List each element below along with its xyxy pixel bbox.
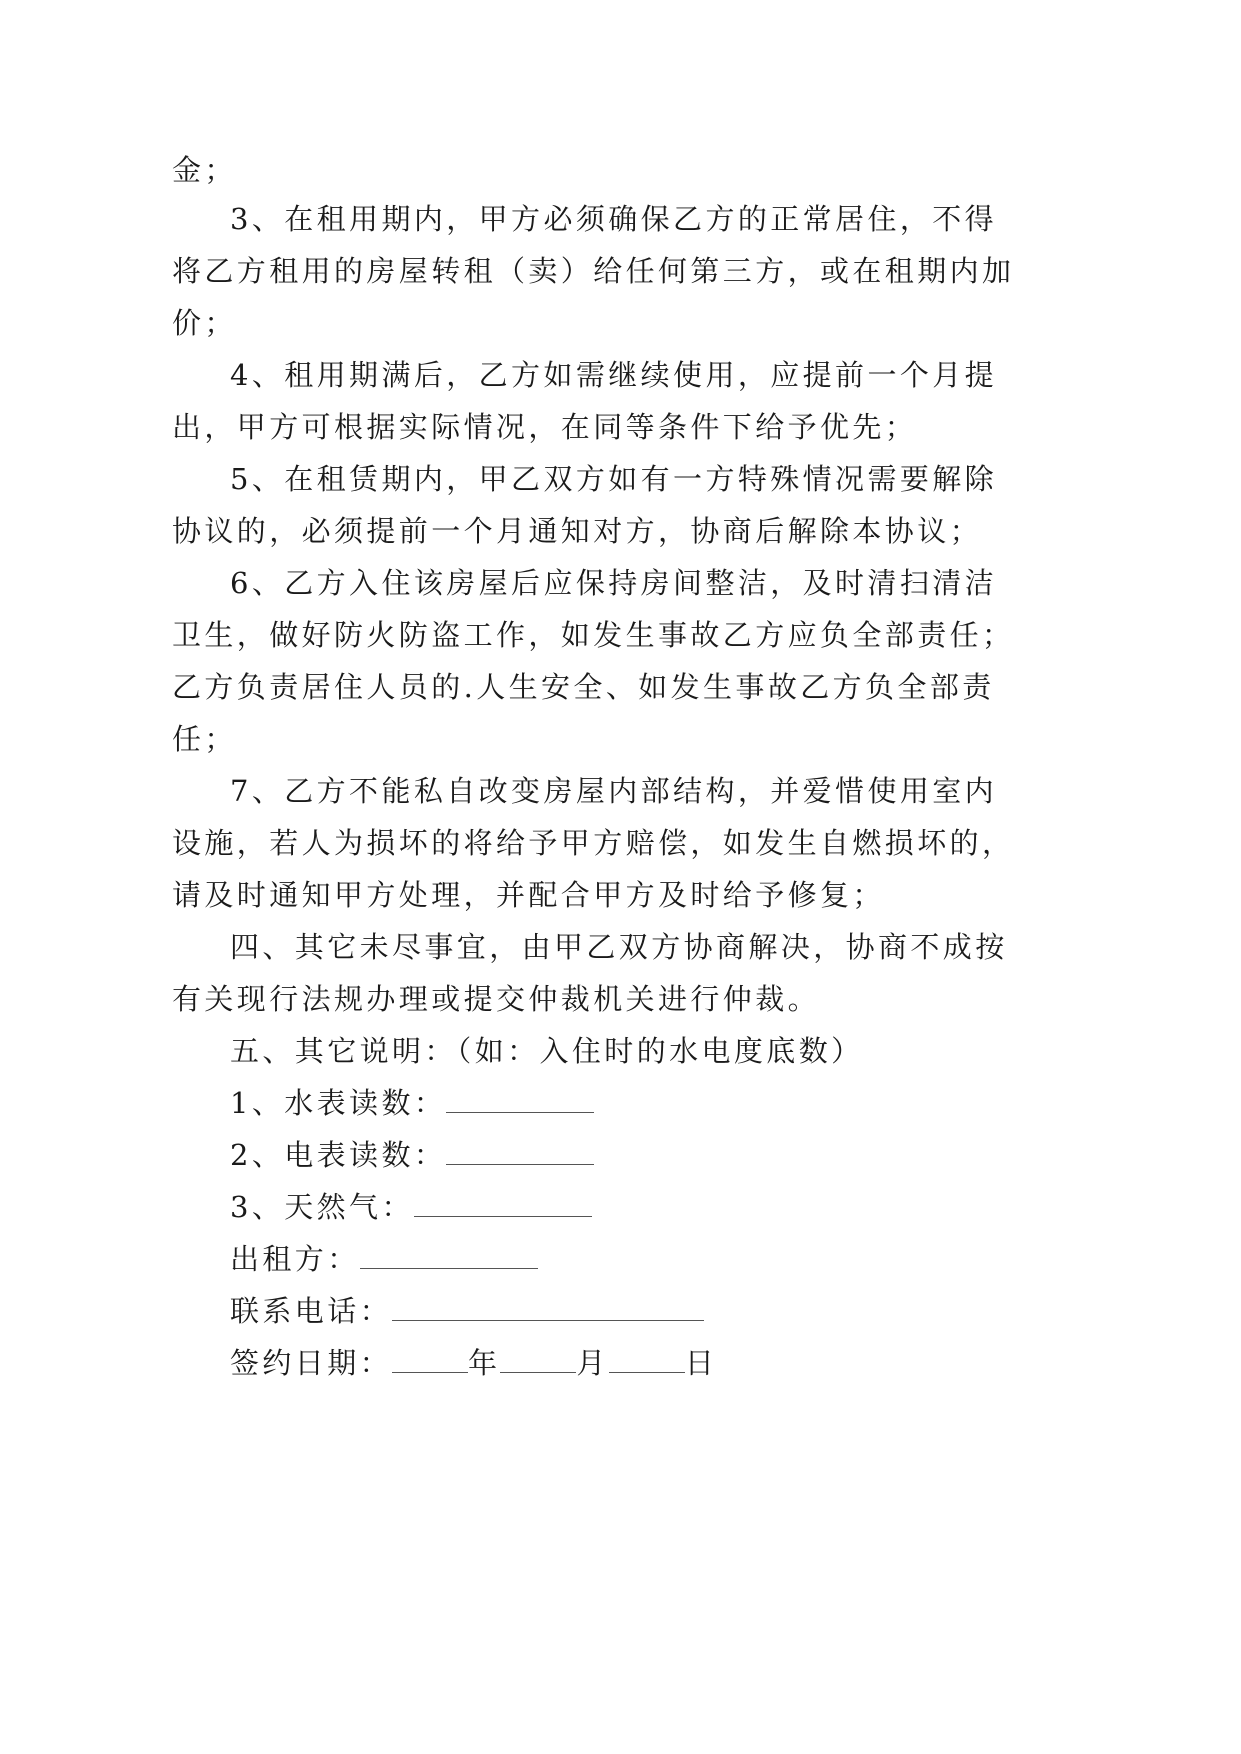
gas-blank [414, 1190, 592, 1217]
sign-date-label: 签约日期： [230, 1346, 393, 1380]
paragraph-line: 卫生，做好防火防盗工作，如发生事故乙方应负全部责任； [172, 618, 1015, 652]
gas-label: 3、天然气： [230, 1190, 414, 1224]
paragraph-line: 五、其它说明：（如：入住时的水电度底数） [230, 1034, 864, 1068]
phone-label: 联系电话： [230, 1294, 393, 1328]
paragraph-line: 金； [172, 153, 237, 187]
water-meter-label: 1、水表读数： [230, 1086, 447, 1120]
paragraph-line: 有关现行法规办理或提交仲裁机关进行仲裁。 [172, 982, 821, 1016]
month-blank [500, 1346, 576, 1373]
paragraph-line: 6、乙方入住该房屋后应保持房间整洁，及时清扫清洁 [230, 566, 998, 600]
gas-row [230, 1187, 592, 1227]
year-blank [392, 1346, 468, 1373]
paragraph-line: 协议的，必须提前一个月通知对方，协商后解除本协议； [172, 514, 983, 548]
electric-meter-label: 2、电表读数： [230, 1138, 447, 1172]
sign-date-row [230, 1343, 717, 1383]
day-blank [609, 1346, 685, 1373]
paragraph-line: 价； [172, 306, 237, 340]
day-label: 日 [684, 1346, 718, 1380]
paragraph-line: 请及时通知甲方处理，并配合甲方及时给予修复； [172, 878, 885, 912]
paragraph-line: 4、租用期满后，乙方如需继续使用，应提前一个月提 [230, 358, 998, 392]
paragraph-line: 任； [172, 722, 237, 756]
lessor-label: 出租方： [230, 1242, 360, 1276]
phone-row [230, 1291, 704, 1331]
paragraph-line: 5、在租赁期内，甲乙双方如有一方特殊情况需要解除 [230, 462, 998, 496]
paragraph-line: 7、乙方不能私自改变房屋内部结构，并爱惜使用室内 [230, 774, 998, 808]
phone-blank [392, 1294, 704, 1321]
water-meter-row [230, 1083, 594, 1123]
electric-meter-row [230, 1135, 594, 1175]
electric-meter-blank [446, 1138, 594, 1165]
lessor-blank [360, 1242, 538, 1269]
paragraph-line: 将乙方租用的房屋转租（卖）给任何第三方，或在租期内加 [172, 254, 1015, 288]
year-label: 年 [468, 1346, 501, 1380]
paragraph-line: 四、其它未尽事宜，由甲乙双方协商解决，协商不成按 [230, 930, 1008, 964]
water-meter-blank [446, 1086, 594, 1113]
lessor-row [230, 1239, 538, 1279]
paragraph-line: 出，甲方可根据实际情况，在同等条件下给予优先； [172, 410, 918, 444]
paragraph-line: 3、在租用期内，甲方必须确保乙方的正常居住，不得 [230, 202, 998, 236]
paragraph-line: 乙方负责居住人员的.人生安全、如发生事故乙方负全部责 [172, 670, 995, 704]
paragraph-line: 设施，若人为损坏的将给予甲方赔偿，如发生自燃损坏的， [172, 826, 1015, 860]
month-label: 月 [576, 1346, 609, 1380]
